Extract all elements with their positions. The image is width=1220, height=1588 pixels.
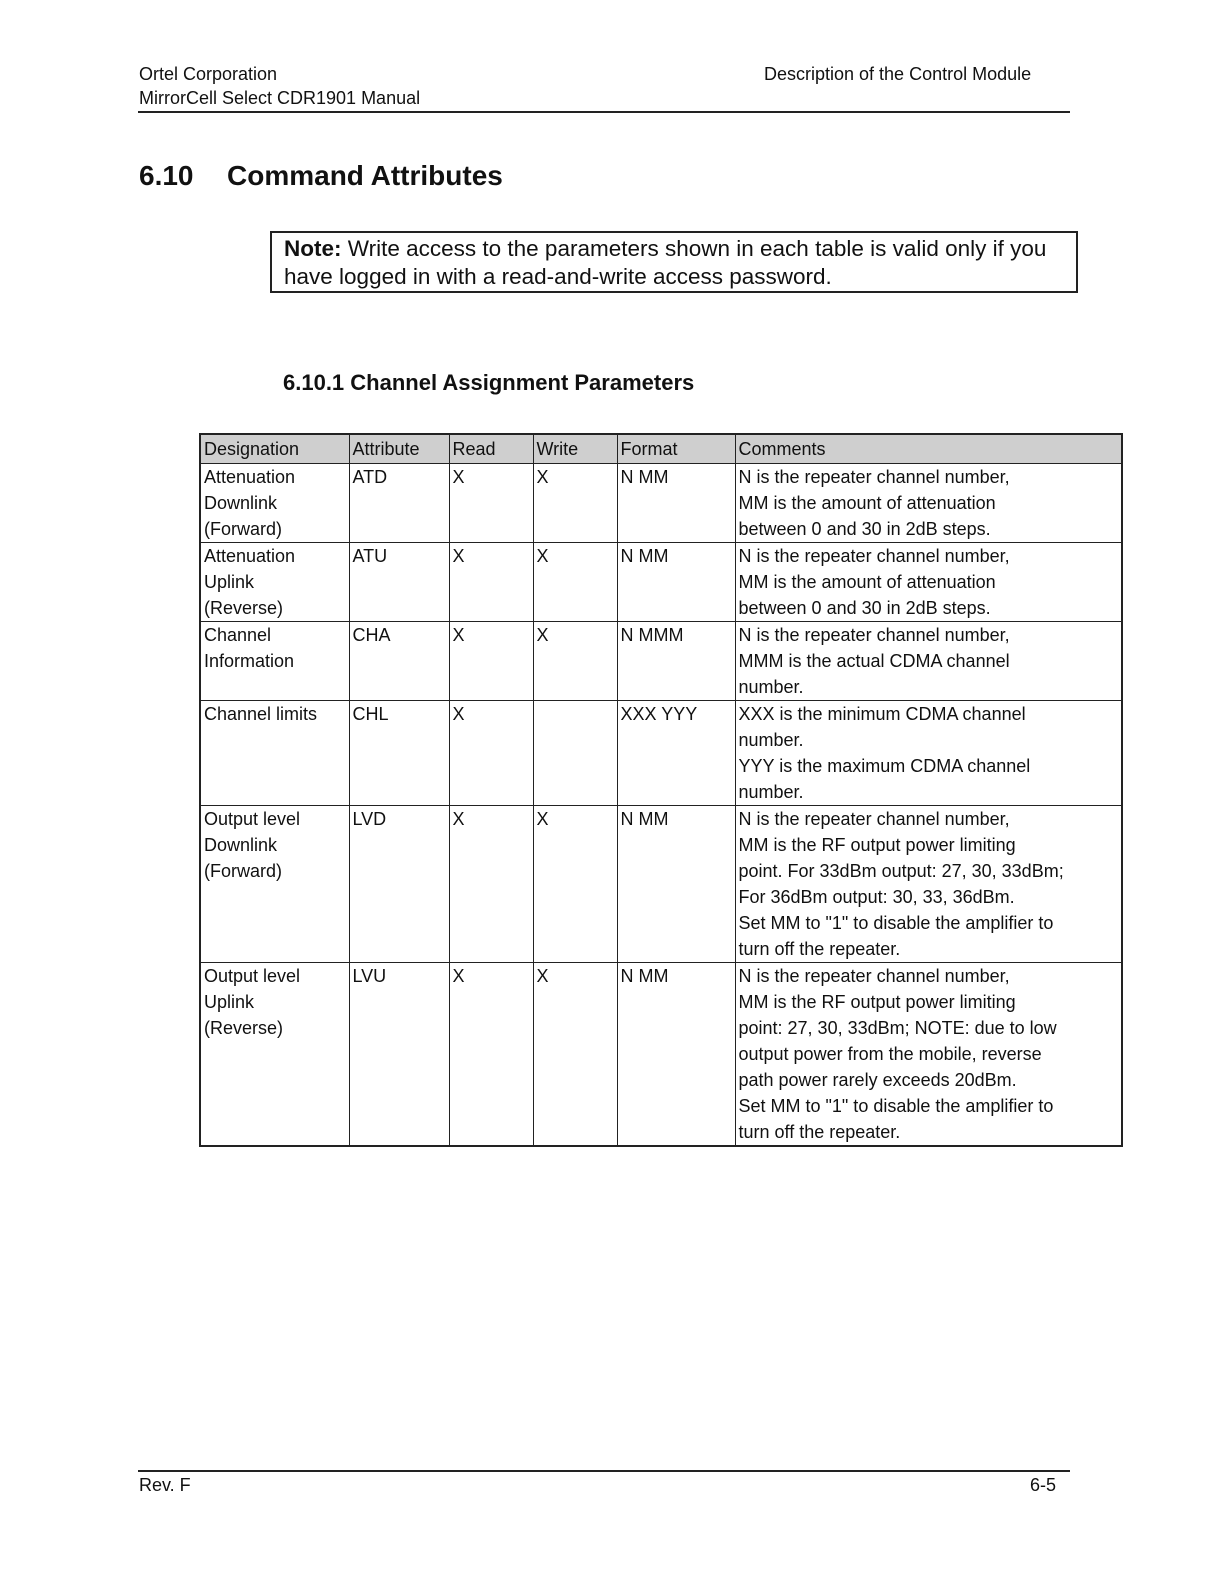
page-number: 6-5: [1030, 1475, 1057, 1495]
format-cell: XXX YYY: [617, 701, 735, 806]
table-row: [200, 543, 1122, 622]
comments-cell-line: N is the repeater channel number,: [738, 467, 1010, 487]
write-cell: X: [533, 464, 617, 543]
table-row: [200, 701, 1122, 806]
comments-cell-line: MM is the RF output power limiting: [738, 992, 1016, 1012]
read-cell: X: [449, 963, 533, 1147]
designation-cell-line: Channel limits: [204, 704, 318, 724]
comments-cell-line: number.: [738, 677, 804, 697]
comments-cell-line: turn off the repeater.: [738, 939, 901, 959]
comments-cell-line: Set MM to "1" to disable the amplifier to: [738, 913, 1054, 933]
comments-cell-line: between 0 and 30 in 2dB steps.: [738, 519, 991, 539]
designation-cell-line: Output level: [204, 966, 301, 986]
designation-cell-line: (Forward): [204, 519, 283, 539]
column-header: Read: [449, 434, 533, 464]
note-box: [270, 231, 1078, 293]
comments-cell-line: Set MM to "1" to disable the amplifier to: [738, 1096, 1054, 1116]
table-row: [200, 464, 1122, 543]
read-cell: X: [449, 701, 533, 806]
column-header: Comments: [735, 434, 1122, 464]
comments-cell: [735, 622, 1122, 701]
format-cell: N MM: [617, 543, 735, 622]
comments-cell-line: XXX is the minimum CDMA channel: [738, 704, 1026, 724]
designation-cell: [200, 543, 349, 622]
write-cell: [533, 701, 617, 806]
comments-cell-line: point. For 33dBm output: 27, 30, 33dBm;: [738, 861, 1064, 881]
column-header: Attribute: [349, 434, 449, 464]
write-cell: X: [533, 622, 617, 701]
designation-cell-line: Uplink: [204, 992, 255, 1012]
comments-cell-line: MM is the amount of attenuation: [738, 493, 996, 513]
attribute-cell: LVU: [349, 963, 449, 1147]
designation-cell-line: Downlink: [204, 835, 278, 855]
header-divider: [138, 111, 1070, 113]
designation-cell-line: (Forward): [204, 861, 283, 881]
comments-cell: [735, 543, 1122, 622]
comments-cell-line: N is the repeater channel number,: [738, 966, 1010, 986]
comments-cell-line: number.: [738, 730, 804, 750]
read-cell: X: [449, 464, 533, 543]
comments-cell-line: N is the repeater channel number,: [738, 625, 1010, 645]
comments-cell-line: turn off the repeater.: [738, 1122, 901, 1142]
subsection-heading: 6.10.1 Channel Assignment Parameters: [283, 370, 695, 395]
attribute-cell: CHA: [349, 622, 449, 701]
designation-cell: [200, 464, 349, 543]
footer-divider: [138, 1470, 1070, 1472]
designation-cell: [200, 963, 349, 1147]
designation-cell-line: Uplink: [204, 572, 255, 592]
format-cell: N MM: [617, 806, 735, 963]
column-header: Write: [533, 434, 617, 464]
designation-cell-line: Information: [204, 651, 295, 671]
write-cell: X: [533, 806, 617, 963]
comments-cell-line: output power from the mobile, reverse: [738, 1044, 1042, 1064]
designation-cell-line: Attenuation: [204, 546, 296, 566]
read-cell: X: [449, 806, 533, 963]
comments-cell: [735, 963, 1122, 1147]
comments-cell-line: N is the repeater channel number,: [738, 546, 1010, 566]
format-cell: N MM: [617, 464, 735, 543]
attribute-cell: CHL: [349, 701, 449, 806]
table-row: [200, 806, 1122, 963]
designation-cell-line: (Reverse): [204, 598, 284, 618]
attribute-cell: ATU: [349, 543, 449, 622]
write-cell: X: [533, 963, 617, 1147]
attribute-cell: LVD: [349, 806, 449, 963]
designation-cell-line: Output level: [204, 809, 301, 829]
column-header: Designation: [200, 434, 349, 464]
designation-cell-line: Downlink: [204, 493, 278, 513]
note-label: Note:: [284, 236, 342, 261]
write-cell: X: [533, 543, 617, 622]
comments-cell-line: N is the repeater channel number,: [738, 809, 1010, 829]
table-row: [200, 622, 1122, 701]
attribute-cell: ATD: [349, 464, 449, 543]
table-row: [200, 963, 1122, 1147]
section-number: 6.10: [139, 160, 194, 191]
read-cell: X: [449, 543, 533, 622]
format-cell: N MM: [617, 963, 735, 1147]
section-heading: [139, 160, 503, 192]
designation-cell-line: Channel: [204, 625, 272, 645]
comments-cell-line: For 36dBm output: 30, 33, 36dBm.: [738, 887, 1015, 907]
manual-title: MirrorCell Select CDR1901 Manual: [139, 88, 421, 108]
comments-cell: [735, 464, 1122, 543]
designation-cell: [200, 806, 349, 963]
comments-cell-line: between 0 and 30 in 2dB steps.: [738, 598, 991, 618]
table-header-row: [200, 434, 1122, 464]
comments-cell-line: path power rarely exceeds 20dBm.: [738, 1070, 1017, 1090]
comments-cell-line: MMM is the actual CDMA channel: [738, 651, 1010, 671]
format-cell: N MMM: [617, 622, 735, 701]
comments-cell-line: number.: [738, 782, 804, 802]
comments-cell-line: MM is the RF output power limiting: [738, 835, 1016, 855]
read-cell: X: [449, 622, 533, 701]
designation-cell-line: Attenuation: [204, 467, 296, 487]
comments-cell-line: point: 27, 30, 33dBm; NOTE: due to low: [738, 1018, 1057, 1038]
comments-cell-line: MM is the amount of attenuation: [738, 572, 996, 592]
section-title: Command Attributes: [227, 160, 503, 191]
comments-cell: [735, 806, 1122, 963]
column-header: Format: [617, 434, 735, 464]
designation-cell: [200, 701, 349, 806]
chapter-title: Description of the Control Module: [764, 64, 1032, 84]
designation-cell: [200, 622, 349, 701]
company-name: Ortel Corporation: [139, 64, 278, 84]
revision-label: Rev. F: [139, 1475, 191, 1495]
page-header-left: [139, 62, 420, 110]
designation-cell-line: (Reverse): [204, 1018, 284, 1038]
note-text: Write access to the parameters shown in each table is valid only if you have logged in with a read-and-write access password.: [284, 236, 1047, 289]
comments-cell-line: YYY is the maximum CDMA channel: [738, 756, 1031, 776]
channel-assignment-table: [199, 433, 1123, 1147]
comments-cell: [735, 701, 1122, 806]
